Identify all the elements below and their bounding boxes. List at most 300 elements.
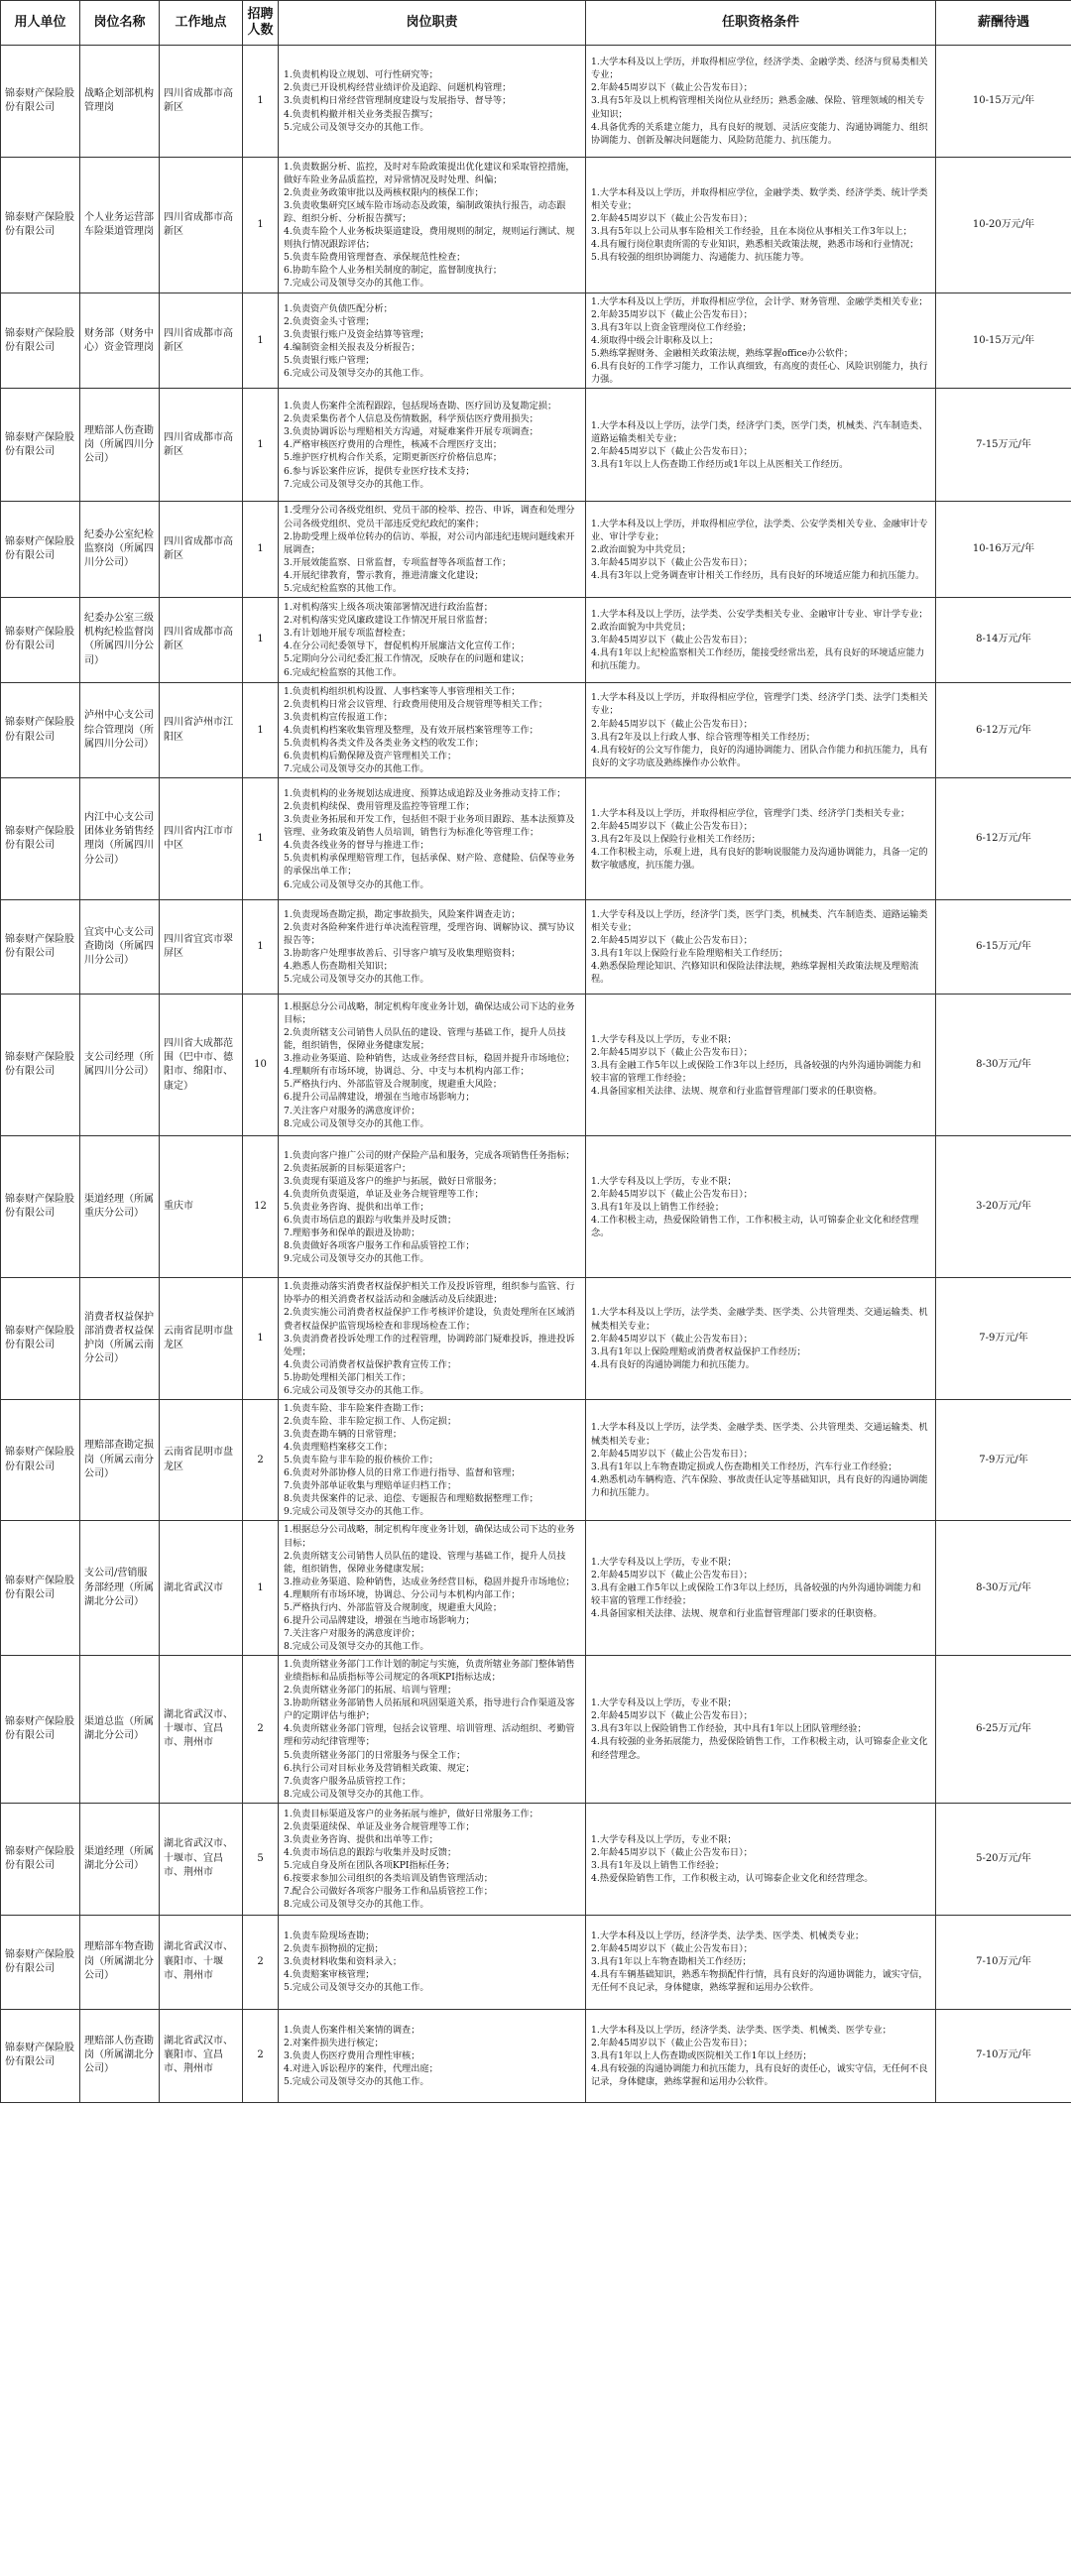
cell-count: 1: [243, 158, 279, 293]
cell-duties-line: 3.负责现有渠道及客户的维护与拓展，做好日常服务；: [284, 1175, 503, 1187]
cell-qualifications-line: 2.年龄35周岁以下（截止公告发布日）；: [591, 309, 753, 321]
cell-count: 10: [243, 995, 279, 1136]
cell-position: 消费者权益保护部消费者权益保护岗（所属云南分公司）: [80, 1278, 160, 1400]
cell-duties-line: 4.负责车险个人业务板块渠道建设，费用规则的制定，规则运行测试、规则执行情况跟踪评估；: [284, 226, 575, 251]
cell-qualifications-line: 4.具有较强的沟通协调能力和抗压能力，具有良好的责任心，诚实守信，无任何不良记录，身体健康，熟练掌握和运用办公软件。: [591, 2062, 928, 2087]
cell-duties: [279, 293, 586, 389]
cell-duties-line: 4.负责各线业务的督导与推进工作；: [284, 840, 429, 852]
cell-qualifications-line: 3.年龄45周岁以下（截止公告发布日）；: [591, 634, 753, 645]
cell-location: 四川省成都市高新区: [160, 597, 243, 682]
cell-unit: 锦泰财产保险股份有限公司: [1, 597, 80, 682]
cell-qualifications-line: 4.具有3年以上党务调查审计相关工作经历，具有良好的环境适应能力和抗压能力。: [591, 569, 925, 581]
cell-salary: 10-16万元/年: [936, 502, 1071, 597]
cell-qualifications-line: 3.具有1年以上人伤查勘或医院相关工作1年以上经历；: [591, 2049, 812, 2061]
cell-duties-line: 2.负责机构续保、费用管理及监控等管理工作；: [284, 801, 475, 813]
cell-location: 四川省成都市高新区: [160, 389, 243, 502]
cell-duties-line: 3.开展效能监察、日常监督，专项监督等各项监督工作；: [284, 556, 512, 568]
cell-qualifications-line: 1.大学专科及以上学历，专业不限；: [591, 1033, 737, 1045]
cell-unit: 锦泰财产保险股份有限公司: [1, 778, 80, 900]
cell-duties-line: 3.有计划地开展专项监督检查；: [284, 628, 412, 640]
cell-salary: 7-10万元/年: [936, 2009, 1071, 2102]
cell-qualifications: [586, 900, 936, 995]
cell-location: 湖北省武汉市、十堰市、宜昌市、荆州市: [160, 1656, 243, 1804]
cell-qualifications-line: 1.大学本科及以上学历，经济学类、法学类、医学类、机械类专业；: [591, 1931, 865, 1942]
cell-location: 四川省成都市高新区: [160, 502, 243, 597]
cell-salary: 6-15万元/年: [936, 900, 1071, 995]
cell-duties: [279, 1803, 586, 1915]
cell-position: 泸州中心支公司综合管理岗（所属四川分公司）: [80, 682, 160, 777]
cell-count: 1: [243, 597, 279, 682]
cell-qualifications-line: 6.具有良好的工作学习能力，工作认真细致，有高度的责任心、风险识别能力，执行力强。: [591, 361, 928, 386]
cell-duties: [279, 1399, 586, 1521]
table-row: [1, 46, 1071, 158]
cell-duties-line: 2.对案件损失进行核定；: [284, 2037, 384, 2049]
cell-duties-line: 6.协助车险个人业务相关制度的制定，监督制度执行；: [284, 265, 503, 277]
cell-duties-line: 9.完成公司及领导交办的其他工作。: [284, 1253, 429, 1265]
cell-duties-line: 2.负责所辖支公司销售人员队伍的建设、管理与基础工作，提升人员技能，组织销售，保障业务健康发展；: [284, 1550, 566, 1575]
cell-duties-line: 1.根据总分公司战略，制定机构年度业务计划，确保达成公司下达的业务目标；: [284, 1001, 575, 1026]
cell-location: 湖北省武汉市: [160, 1521, 243, 1656]
cell-qualifications-line: 3.具有5年及以上机构管理相关岗位从业经历；熟悉金融、保险、管理领域的相关专业知识；: [591, 95, 925, 120]
cell-qualifications: [586, 2009, 936, 2102]
cell-duties-line: 2.负责资金头寸管理；: [284, 315, 375, 327]
cell-duties-line: 3.负责消费者投诉处理工作的过程管理，协调跨部门疑难投诉，推进投诉处理；: [284, 1333, 575, 1357]
cell-qualifications: [586, 995, 936, 1136]
cell-qualifications-line: 2.年龄45周岁以下（截止公告发布日）；: [591, 445, 753, 457]
cell-duties-line: 5.负责业务咨询、提供和出单工作；: [284, 1201, 429, 1213]
cell-salary: 8-30万元/年: [936, 995, 1071, 1136]
cell-count: 1: [243, 900, 279, 995]
cell-duties-line: 1.负责资产负债匹配分析；: [284, 302, 393, 314]
cell-salary: 5-20万元/年: [936, 1803, 1071, 1915]
cell-duties-line: 1.受理分公司各级党组织、党员干部的检举、控告、申诉，调查和处理分公司各级党组织、党员干部违反党纪政纪的案件；: [284, 505, 575, 529]
cell-unit: 锦泰财产保险股份有限公司: [1, 502, 80, 597]
cell-unit: 锦泰财产保险股份有限公司: [1, 1399, 80, 1521]
header-row: [1, 1, 1071, 46]
cell-duties: [279, 1136, 586, 1278]
cell-qualifications-line: 2.年龄45周岁以下（截止公告发布日）；: [591, 1570, 753, 1581]
cell-duties-line: 5.完成自身及所在团队各项KPI指标任务；: [284, 1859, 455, 1871]
cell-duties-line: 4.严格审核医疗费用的合理性，核减不合理医疗支出；: [284, 439, 503, 451]
cell-salary: 7-9万元/年: [936, 1278, 1071, 1400]
cell-duties-line: 5.严格执行内、外部监管及合规制度，规避重大风险；: [284, 1601, 503, 1613]
cell-qualifications-line: 2.年龄45周岁以下（截止公告发布日）；: [591, 1943, 753, 1955]
cell-qualifications-line: 1.大学本科及以上学历，法学类、金融学类、医学类、公共管理类、交通运输类、机械类相关专业；: [591, 1422, 928, 1447]
cell-qualifications-line: 1.大学专科及以上学历，专业不限；: [591, 1557, 737, 1569]
cell-unit: 锦泰财产保险股份有限公司: [1, 1803, 80, 1915]
cell-position: 支公司/营销服务部经理（所属湖北分公司）: [80, 1521, 160, 1656]
cell-count: 2: [243, 1915, 279, 2009]
cell-duties-line: 4.负责市场信息的跟踪与收集并及时反馈；: [284, 1846, 457, 1858]
cell-qualifications-line: 2.政治面貌为中共党员；: [591, 543, 691, 555]
cell-qualifications: [586, 1136, 936, 1278]
cell-duties-line: 1.负责人伤案件全流程跟踪，包括现场查勘、医疗回访及复勘定损；: [284, 401, 557, 412]
cell-duties-line: 2.负责业务政策审批以及两核权限内的核保工作；: [284, 186, 484, 198]
cell-qualifications-line: 3.具有1年以上保险行业车险理赔相关工作经历；: [591, 948, 788, 960]
cell-duties-line: 6.完成公司及领导交办的其他工作。: [284, 1384, 429, 1396]
cell-duties-line: 3.负责机构宣传报道工作；: [284, 712, 393, 723]
cell-count: 1: [243, 1521, 279, 1656]
cell-duties-line: 7.负责客户服务品质管控工作；: [284, 1775, 412, 1787]
cell-position: 渠道经理（所属重庆分公司）: [80, 1136, 160, 1278]
cell-count: 1: [243, 778, 279, 900]
cell-duties-line: 6.按要求参加公司组织的各类培训及销售管理活动；: [284, 1872, 493, 1884]
cell-duties-line: 3.负责银行账户及资金结算等管理；: [284, 328, 429, 340]
cell-unit: 锦泰财产保险股份有限公司: [1, 2009, 80, 2102]
cell-duties-line: 1.负责车险现场查勘；: [284, 1931, 375, 1942]
cell-unit: 锦泰财产保险股份有限公司: [1, 46, 80, 158]
cell-duties-line: 4.熟悉人伤查勘相关知识；: [284, 961, 393, 973]
cell-duties-line: 4.负责公司消费者权益保护教育宣传工作；: [284, 1358, 457, 1370]
cell-duties-line: 5.负责车险与非车险的报价核价工作；: [284, 1455, 438, 1466]
cell-duties-line: 8.负责做好各项客户服务工作和品质管控工作；: [284, 1239, 475, 1251]
cell-duties-line: 1.负责机构组织机构设置、人事档案等人事管理相关工作；: [284, 685, 521, 697]
cell-qualifications-line: 3.具有2年及以上保险行业相关工作经历；: [591, 833, 761, 845]
cell-location: 云南省昆明市盘龙区: [160, 1399, 243, 1521]
cell-duties-line: 6.提升公司品牌建设，增强在当地市场影响力；: [284, 1092, 475, 1104]
cell-unit: 锦泰财产保险股份有限公司: [1, 1278, 80, 1400]
cell-duties-line: 5.负责所辖业务部门的日常服务与保全工作；: [284, 1749, 466, 1761]
cell-location: 湖北省武汉市、十堰市、宜昌市、荆州市: [160, 1803, 243, 1915]
cell-duties-line: 2.负责所辖支公司销售人员队伍的建设、管理与基础工作，提升人员技能，组织销售，保障业务健康发展；: [284, 1027, 566, 1052]
cell-position: 个人业务运营部车险渠道管理岗: [80, 158, 160, 293]
table-row: [1, 1278, 1071, 1400]
cell-location: 四川省宜宾市翠屏区: [160, 900, 243, 995]
cell-duties-line: 4.负责理赔档案移交工作；: [284, 1442, 393, 1454]
cell-duties-line: 5.负责银行账户管理；: [284, 354, 375, 366]
cell-position: 理赔部人伤查勘岗（所属湖北分公司）: [80, 2009, 160, 2102]
cell-qualifications-line: 2.年龄45周岁以下（截止公告发布日）；: [591, 1710, 753, 1722]
cell-count: 1: [243, 502, 279, 597]
table-row: [1, 995, 1071, 1136]
cell-qualifications-line: 3.具有金融工作5年以上或保险工作3年以上经历，具备较强的内外沟通协调能力和较丰富的管理工作经验；: [591, 1582, 921, 1607]
cell-qualifications-line: 1.大学专科及以上学历，专业不限；: [591, 1175, 737, 1187]
cell-qualifications-line: 1.大学专科及以上学历，经济学门类，医学门类，机械类、汽车制造类、道路运输类相关专业；: [591, 909, 928, 934]
cell-count: 1: [243, 1278, 279, 1400]
cell-duties-line: 5.完成公司及领导交办的其他工作。: [284, 121, 429, 133]
cell-qualifications-line: 2.年龄45周岁以下（截止公告发布日）；: [591, 820, 753, 832]
header-qualifications: 任职资格条件: [586, 1, 936, 46]
cell-qualifications-line: 4.熟悉机动车辆构造、汽车保险、事故责任认定等基础知识，具有良好的沟通协调能力和抗压能力。: [591, 1473, 928, 1498]
cell-duties-line: 7.关注客户对服务的满意度评价；: [284, 1627, 420, 1639]
cell-qualifications-line: 3.具有3年以上资金管理岗位工作经验；: [591, 322, 752, 334]
cell-qualifications: [586, 1399, 936, 1521]
cell-salary: 7-15万元/年: [936, 389, 1071, 502]
cell-location: 四川省泸州市江阳区: [160, 682, 243, 777]
cell-duties: [279, 158, 586, 293]
cell-duties-line: 3.协助所辖业务部销售人员拓展和巩固渠道关系，指导进行合作渠道及客户的定期评估与维护；: [284, 1698, 575, 1722]
cell-position: 内江中心支公司团体业务销售经理岗（所属四川分公司）: [80, 778, 160, 900]
cell-qualifications-line: 4.须取得中级会计职称及以上；: [591, 335, 719, 347]
cell-duties-line: 6.提升公司品牌建设，增强在当地市场影响力；: [284, 1614, 475, 1626]
cell-duties-line: 6.负责机构后勤保障及资产管理相关工作；: [284, 751, 457, 762]
cell-duties-line: 7.完成公司及领导交办的其他工作。: [284, 763, 429, 775]
cell-duties-line: 6.完成公司及领导交办的其他工作。: [284, 367, 429, 379]
cell-count: 1: [243, 293, 279, 389]
cell-qualifications-line: 4.热爱保险销售工作，工作积极主动，认可锦泰企业文化和经营理念。: [591, 1872, 874, 1884]
cell-qualifications: [586, 1278, 936, 1400]
cell-qualifications-line: 3.具有1年以上车物查勘相关工作经历；: [591, 1956, 752, 1968]
cell-duties-line: 4.在分公司纪委领导下，督促机构开展廉洁文化宣传工作；: [284, 641, 521, 652]
cell-qualifications: [586, 293, 936, 389]
cell-location: 四川省成都市高新区: [160, 293, 243, 389]
cell-duties-line: 8.完成公司及领导交办的其他工作。: [284, 1641, 429, 1652]
cell-qualifications-line: 4.熟悉保险理论知识、汽修知识和保险法律法规，熟练掌握相关政策法规及理赔流程。: [591, 961, 919, 986]
cell-qualifications-line: 3.具有1年以上人伤查勘工作经历或1年以上从医相关工作经历。: [591, 459, 849, 470]
cell-qualifications-line: 3.具有1年及以上销售工作经验；: [591, 1201, 725, 1213]
cell-qualifications-line: 3.具有1年以上保险理赔或消费者权益保护工作经历；: [591, 1346, 806, 1357]
cell-qualifications: [586, 46, 936, 158]
cell-duties-line: 5.严格执行内、外部监管及合规制度，规避重大风险；: [284, 1079, 503, 1091]
cell-duties-line: 3.负责查勘车辆的日常管理；: [284, 1429, 403, 1440]
cell-duties-line: 4.对进入诉讼程序的案件，代理出庭；: [284, 2062, 438, 2074]
cell-position: 战略企划部机构管理岗: [80, 46, 160, 158]
cell-qualifications-line: 4.具备国家相关法律、法规、规章和行业监督管理部门要求的任职资格。: [591, 1085, 883, 1097]
cell-unit: 锦泰财产保险股份有限公司: [1, 1136, 80, 1278]
cell-duties-line: 3.负责人伤医疗费用合理性审核；: [284, 2049, 420, 2061]
cell-duties: [279, 502, 586, 597]
cell-unit: 锦泰财产保险股份有限公司: [1, 389, 80, 502]
cell-duties-line: 4.负责机构撤并相关业务类报告撰写；: [284, 108, 438, 120]
cell-location: 云南省昆明市盘龙区: [160, 1278, 243, 1400]
cell-location: 四川省成都市高新区: [160, 158, 243, 293]
cell-duties-line: 2.负责渠道续保、单证及业务合规管理等工作；: [284, 1820, 475, 1832]
cell-duties-line: 8.完成公司及领导交办的其他工作。: [284, 1117, 429, 1129]
cell-duties-line: 6.负责市场信息的跟踪与收集并及时反馈；: [284, 1214, 457, 1226]
cell-duties-line: 4.负责赔案审核管理；: [284, 1969, 375, 1981]
table-row: [1, 389, 1071, 502]
cell-count: 12: [243, 1136, 279, 1278]
cell-salary: 10-15万元/年: [936, 46, 1071, 158]
table-body: [1, 46, 1071, 2103]
cell-duties-line: 3.负责协调诉讼与理赔相关方沟通，对疑难案件开展专项调查；: [284, 426, 538, 438]
cell-qualifications-line: 1.大学本科及以上学历，并取得相应学位，金融学类、数学类、经济学类、统计学类相关专业；: [591, 186, 928, 211]
cell-duties-line: 1.负责机构的业务规划达成进度、预算达成追踪及业务推动支持工作；: [284, 788, 566, 800]
cell-duties-line: 5.负责机构承保理赔管理工作，包括承保、财产险、意健险、信保等业务的承保出单工作；: [284, 853, 575, 878]
cell-count: 5: [243, 1803, 279, 1915]
cell-qualifications-line: 3.具有2年及以上行政人事、综合管理等相关工作经历；: [591, 731, 815, 743]
cell-qualifications-line: 1.大学本科及以上学历，并取得相应学位，经济学类、金融学类、经济与贸易类相关专业；: [591, 57, 928, 81]
cell-duties-line: 3.负责业务咨询、提供和出单等工作；: [284, 1833, 438, 1845]
cell-duties-line: 2.负责实施公司消费者权益保护工作考核评价建设，负责处理所在区域消费者权益保护监管现场检查和非现场检查工作；: [284, 1307, 575, 1332]
cell-duties-line: 5.定期向分公司纪委汇报工作情况，反映存在的问题和建议；: [284, 653, 530, 665]
cell-duties-line: 2.负责机构日常会议管理、行政费用使用及合规管理等相关工作；: [284, 698, 548, 710]
cell-duties-line: 2.负责车险、非车险定损工作、人伤定损；: [284, 1415, 457, 1427]
cell-qualifications-line: 2.年龄45周岁以下（截止公告发布日）；: [591, 935, 753, 947]
cell-qualifications: [586, 1521, 936, 1656]
cell-position: 理赔部人伤查勘岗（所属四川分公司）: [80, 389, 160, 502]
cell-duties-line: 3.推动业务渠道、险种销售，达成业务经营目标，稳固并提升市场地位；: [284, 1576, 575, 1587]
cell-duties-line: 1.负责向客户推广公司的财产保险产品和服务，完成各项销售任务指标；: [284, 1149, 575, 1161]
cell-unit: 锦泰财产保险股份有限公司: [1, 1656, 80, 1804]
cell-qualifications-line: 2.年龄45周岁以下（截止公告发布日）；: [591, 1333, 753, 1345]
cell-duties-line: 6.完成公司及领导交办的其他工作。: [284, 878, 429, 890]
cell-duties: [279, 1278, 586, 1400]
cell-duties-line: 4.负责所负责渠道，单证及业务合规管理等工作；: [284, 1188, 484, 1200]
cell-qualifications-line: 3.具有金融工作5年以上或保险工作3年以上经历，具备较强的内外沟通协调能力和较丰富的管理工作经验；: [591, 1059, 921, 1084]
table-row: [1, 1803, 1071, 1915]
cell-duties-line: 4.理顺所有市场环境，协调总、分、中支与本机构内部工作；: [284, 1066, 530, 1078]
cell-duties-line: 7.关注客户对服务的满意度评价；: [284, 1105, 420, 1116]
cell-duties-line: 8.完成公司及领导交办的其他工作。: [284, 1898, 429, 1910]
cell-salary: 6-25万元/年: [936, 1656, 1071, 1804]
cell-salary: 6-12万元/年: [936, 778, 1071, 900]
cell-position: 支公司经理（所属四川分公司）: [80, 995, 160, 1136]
cell-qualifications: [586, 682, 936, 777]
cell-qualifications-line: 5.具有较强的组织协调能力、沟通能力、抗压能力等。: [591, 252, 810, 264]
cell-location: 重庆市: [160, 1136, 243, 1278]
cell-duties-line: 3.负责业务拓展和开发工作，包括但不限于业务项目跟踪、基本法预算及管理、业务政策及销售人员培训，销售行为标准化等管理工作；: [284, 814, 575, 839]
cell-position: 纪委办公室三级机构纪检监督岗（所属四川分公司）: [80, 597, 160, 682]
header-duties: 岗位职责: [279, 1, 586, 46]
cell-position: 理赔部车物查勘岗（所属湖北分公司）: [80, 1915, 160, 2009]
cell-duties: [279, 682, 586, 777]
cell-duties-line: 6.完成纪检监察的其他工作。: [284, 666, 403, 678]
cell-qualifications: [586, 1915, 936, 2009]
cell-duties-line: 1.负责人伤案件相关案情的调查；: [284, 2024, 420, 2036]
cell-location: 湖北省武汉市、襄阳市、十堰市、荆州市: [160, 1915, 243, 2009]
cell-duties: [279, 1915, 586, 2009]
cell-qualifications-line: 1.大学本科及以上学历，法学类、金融学类、医学类、公共管理类、交通运输类、机械类相关专业；: [591, 1307, 928, 1332]
cell-duties-line: 1.负责机构设立规划、可行性研究等；: [284, 69, 438, 81]
cell-duties-line: 1.根据总分公司战略，制定机构年度业务计划，确保达成公司下达的业务目标；: [284, 1524, 575, 1549]
cell-salary: 3-20万元/年: [936, 1136, 1071, 1278]
header-position: 岗位名称: [80, 1, 160, 46]
cell-duties-line: 9.完成公司及领导交办的其他工作。: [284, 1506, 429, 1518]
cell-qualifications-line: 4.工作积极主动，热爱保险销售工作，工作积极主动，认可锦泰企业文化和经营理念。: [591, 1214, 919, 1238]
cell-duties-line: 2.负责采集伤者个人信息及伤情数据，科学预估医疗费用损失；: [284, 413, 538, 425]
cell-location: 湖北省武汉市、襄阳市、宜昌市、荆州市: [160, 2009, 243, 2102]
cell-duties-line: 7.配合公司做好各项客户服务工作和品质管控工作；: [284, 1885, 493, 1897]
cell-duties-line: 6.参与诉讼案件应诉，提供专业医疗技术支持；: [284, 465, 475, 477]
cell-duties-line: 1.负责所辖业务部门工作计划的制定与实施，负责所辖业务部门整体销售业绩指标和品质指标等公司规定的各项KPI指标达成；: [284, 1659, 575, 1684]
cell-qualifications-line: 4.工作积极主动，乐观上进，具有良好的影响说服能力及沟通协调能力，具备一定的数字敏感度，抗压能力强。: [591, 846, 928, 871]
cell-duties-line: 2.负责车损物损的定损；: [284, 1943, 384, 1955]
cell-duties-line: 1.负责车险、非车险案件查勘工作；: [284, 1402, 429, 1414]
cell-duties-line: 5.维护医疗机构合作关系，定期更新医疗价格信息库；: [284, 452, 503, 464]
cell-duties-line: 6.执行公司对目标业务及营销相关政策、规定；: [284, 1762, 475, 1774]
cell-qualifications-line: 5.熟练掌握财务、金融相关政策法规，熟练掌握office办公软件；: [591, 348, 854, 360]
table-row: [1, 502, 1071, 597]
cell-position: 渠道经理（所属湖北分公司）: [80, 1803, 160, 1915]
cell-duties: [279, 2009, 586, 2102]
cell-duties-line: 6.负责对外部协修人员的日常工作进行指导、监督和管理；: [284, 1467, 521, 1479]
cell-duties-line: 1.负责现场查勘定损，勘定事故损失，风险案件调查走访；: [284, 909, 521, 921]
table-row: [1, 900, 1071, 995]
cell-qualifications-line: 2.政治面貌为中共党员；: [591, 621, 691, 633]
cell-duties-line: 5.完成公司及领导交办的其他工作。: [284, 974, 429, 986]
cell-qualifications-line: 4.具有车辆基础知识，熟悉车物损配件行情，具有良好的沟通协调能力，诚实守信，无任何不良记录，身体健康，熟练掌握和运用办公软件。: [591, 1969, 928, 1994]
table-row: [1, 2009, 1071, 2102]
cell-qualifications-line: 4.具有较强的业务拓展能力，热爱保险销售工作，工作积极主动，认可锦泰企业文化和经营理念。: [591, 1736, 928, 1761]
cell-qualifications-line: 4.具备国家相关法律、法规、规章和行业监督管理部门要求的任职资格。: [591, 1608, 883, 1620]
cell-duties-line: 4.理顺所有市场环境，协调总、分公司与本机构内部工作；: [284, 1588, 521, 1600]
cell-qualifications-line: 1.大学本科及以上学历，法学门类，经济学门类，医学门类，机械类、汽车制造类、道路运输类相关专业；: [591, 419, 928, 444]
table-row: [1, 293, 1071, 389]
cell-qualifications: [586, 597, 936, 682]
cell-unit: 锦泰财产保险股份有限公司: [1, 293, 80, 389]
cell-qualifications-line: 1.大学本科及以上学历，并取得相应学位，会计学、财务管理、金融学类相关专业；: [591, 296, 928, 307]
cell-duties-line: 5.负责机构各类文件及各类业务文档的收发工作；: [284, 738, 484, 750]
cell-qualifications-line: 2.年龄45周岁以下（截止公告发布日）；: [591, 2037, 753, 2049]
cell-position: 纪委办公室纪检监察岗（所属四川分公司）: [80, 502, 160, 597]
cell-unit: 锦泰财产保险股份有限公司: [1, 682, 80, 777]
table-row: [1, 158, 1071, 293]
table-row: [1, 1521, 1071, 1656]
cell-duties-line: 2.对机构落实党风廉政建设工作情况开展日常监督；: [284, 615, 493, 627]
cell-position: 理赔部查勘定损岗（所属云南分公司）: [80, 1399, 160, 1521]
cell-unit: 锦泰财产保险股份有限公司: [1, 1521, 80, 1656]
table-row: [1, 1656, 1071, 1804]
cell-duties-line: 2.负责拓展新的目标渠道客户；: [284, 1162, 412, 1174]
cell-qualifications-line: 2.年龄45周岁以下（截止公告发布日）；: [591, 1448, 753, 1460]
cell-duties-line: 7.完成公司及领导交办的其他工作。: [284, 278, 429, 290]
cell-location: 四川省内江市市中区: [160, 778, 243, 900]
table-row: [1, 778, 1071, 900]
header-salary: 薪酬待遇: [936, 1, 1071, 46]
cell-qualifications: [586, 1656, 936, 1804]
cell-duties-line: 4.开展纪律教育，警示教育，推进清廉文化建设；: [284, 569, 484, 581]
cell-salary: 7-10万元/年: [936, 1915, 1071, 2009]
cell-count: 2: [243, 1656, 279, 1804]
cell-location: 四川省成都市高新区: [160, 46, 243, 158]
cell-duties-line: 4.负责机构档案收集管理及整理，及有效开展档案管理等工作；: [284, 725, 538, 737]
cell-duties-line: 5.完成纪检监察的其他工作。: [284, 582, 403, 594]
cell-duties-line: 5.完成公司及领导交办的其他工作。: [284, 2075, 429, 2087]
cell-duties: [279, 900, 586, 995]
cell-qualifications-line: 1.大学本科及以上学历，法学类、公安学类相关专业、金融审计专业、审计学专业；: [591, 608, 928, 620]
cell-duties-line: 5.协助处理相关部门相关工作；: [284, 1371, 412, 1383]
cell-unit: 锦泰财产保险股份有限公司: [1, 1915, 80, 2009]
cell-location: 四川省大成都范围（巴中市、德阳市、绵阳市、康定）: [160, 995, 243, 1136]
cell-salary: 7-9万元/年: [936, 1399, 1071, 1521]
cell-qualifications: [586, 158, 936, 293]
cell-position: 渠道总监（所属湖北分公司）: [80, 1656, 160, 1804]
cell-salary: 10-15万元/年: [936, 293, 1071, 389]
cell-duties: [279, 389, 586, 502]
cell-qualifications-line: 1.大学本科及以上学历，并取得相应学位，法学类、公安学类相关专业、金融审计专业、审计学专业；: [591, 518, 928, 542]
cell-duties: [279, 778, 586, 900]
cell-qualifications: [586, 502, 936, 597]
cell-duties-line: 3.负责材料收集和资料录入；: [284, 1956, 403, 1968]
cell-duties-line: 3.协助客户处理事故善后、引导客户填写及收集理赔资料；: [284, 948, 521, 960]
header-unit: 用人单位: [1, 1, 80, 46]
cell-count: 2: [243, 2009, 279, 2102]
cell-duties-line: 4.编制资金相关报表及分析报告；: [284, 341, 420, 353]
cell-unit: 锦泰财产保险股份有限公司: [1, 995, 80, 1136]
cell-duties-line: 3.负责收集研究区域车险市场动态及政策，编制政策执行报告，动态跟踪、组织分析、分析报告撰写；: [284, 199, 566, 224]
cell-qualifications-line: 4.具有1年以上纪检监察相关工作经历，能接受经常出差，具有良好的环境适应能力和抗压能力。: [591, 646, 925, 671]
cell-qualifications-line: 4.具备优秀的关系建立能力，具有良好的规划、灵活应变能力、沟通协调能力、组织协调能力、创新及解决问题能力、风险防范能力、抗压能力。: [591, 121, 928, 146]
table-row: [1, 1136, 1071, 1278]
cell-duties: [279, 597, 586, 682]
cell-position: 宜宾中心支公司查勘岗（所属四川分公司）: [80, 900, 160, 995]
cell-qualifications-line: 1.大学专科及以上学历，专业不限；: [591, 1698, 737, 1709]
cell-duties-line: 7.理赔事务和保单的跟进及协助；: [284, 1227, 420, 1238]
header-count: 招聘人数: [243, 1, 279, 46]
cell-duties-line: 2.负责已开设机构经营业绩评价及追踪、问题机构管理；: [284, 82, 512, 94]
cell-qualifications-line: 4.具有履行岗位职责所需的专业知识，熟悉相关政策法规，熟悉市场和行业情况；: [591, 239, 919, 251]
cell-qualifications-line: 3.具有5年以上公司从事车险相关工作经验，且在本岗位从事相关工作3年以上；: [591, 226, 912, 237]
cell-qualifications-line: 2.年龄45周岁以下（截止公告发布日）；: [591, 1188, 753, 1200]
cell-qualifications-line: 3.年龄45周岁以下（截止公告发布日）；: [591, 556, 753, 568]
cell-duties: [279, 1656, 586, 1804]
cell-duties: [279, 995, 586, 1136]
cell-duties: [279, 1521, 586, 1656]
cell-salary: 10-20万元/年: [936, 158, 1071, 293]
cell-duties-line: 1.对机构落实上级各项决策部署情况进行政治监督；: [284, 602, 493, 614]
cell-position: 财务部（财务中心）资金管理岗: [80, 293, 160, 389]
